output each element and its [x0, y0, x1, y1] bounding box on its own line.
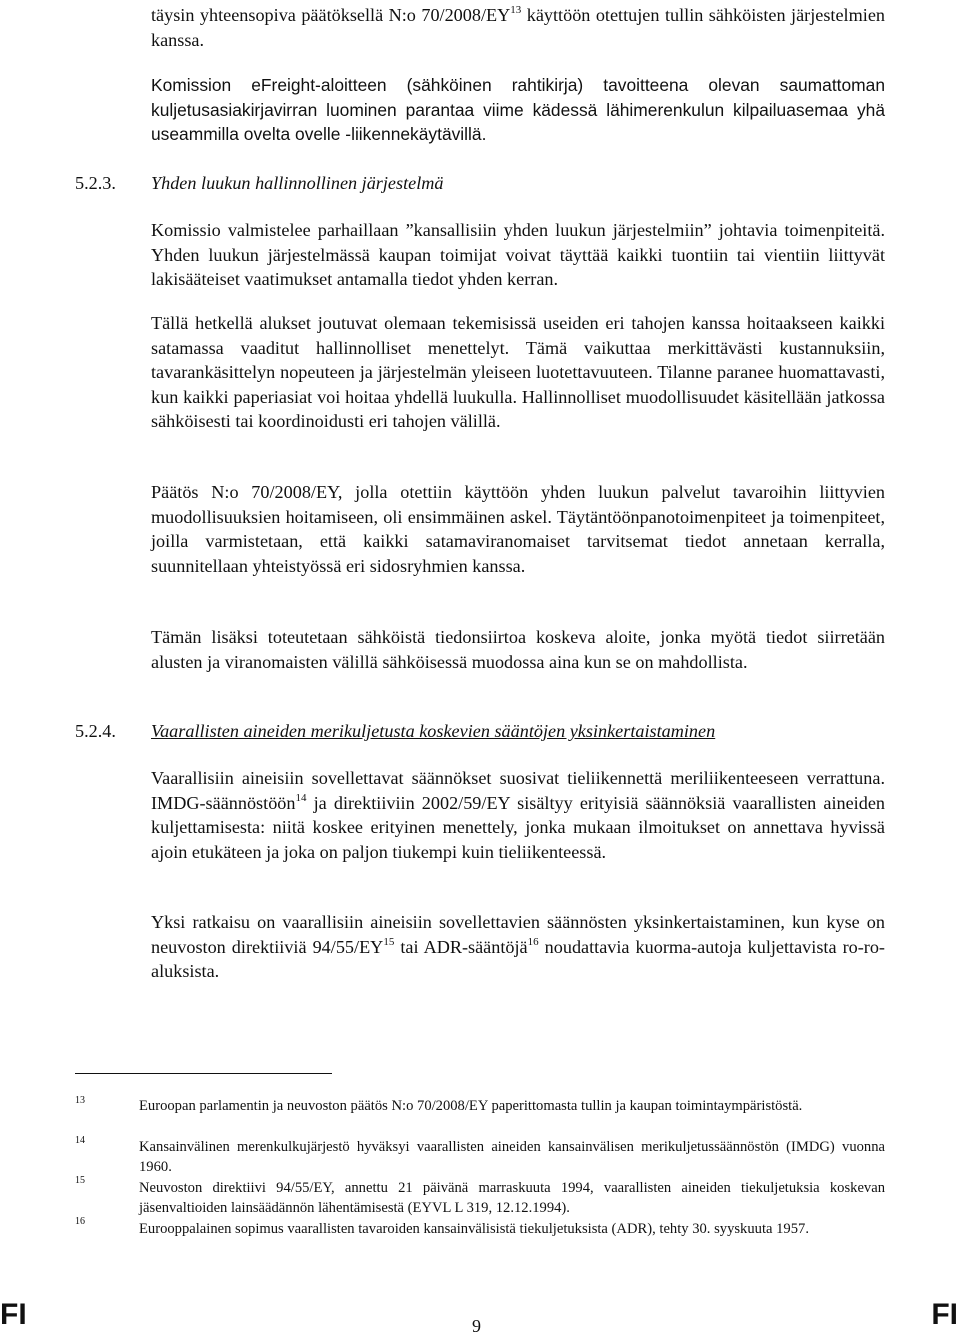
section-524-title: Vaarallisten aineiden merikuljetusta koskevien sääntöjen yksinkertaistaminen	[151, 721, 716, 741]
section-524-p1-text-b: ja direktiiviin 2002/59/EY sisältyy erityisiä säännöksiä vaarallisten aineiden kuljettamisesta: niitä koskee erityinen menettely, jonka mukaan ilmoitukset on annettava hyvissä ajoin etukäteen ja joka on paljon tiukempi kuin tieliikenteessä.	[151, 792, 885, 862]
section-523-number: 5.2.3.	[75, 173, 116, 193]
footnote-ref-14[interactable]: 14	[295, 791, 307, 804]
footnote-ref-13[interactable]: 13	[510, 4, 522, 16]
paragraph-top-continuation	[151, 3, 885, 52]
footnote-ref-16[interactable]: 16	[527, 935, 539, 948]
footer-language-right: FI	[931, 1298, 958, 1331]
footnote-ref-15[interactable]: 15	[383, 935, 395, 948]
section-523-title: Yhden luukun hallinnollinen järjestelmä	[151, 173, 444, 193]
paragraph-top-text-a: täysin yhteensopiva päätöksellä N:o 70/2008/EY	[151, 5, 511, 25]
section-524-paragraph-1	[151, 766, 885, 864]
section-523-paragraph-2: Tällä hetkellä alukset joutuvat olemaan tekemisissä useiden eri tahojen kanssa hoitaakseen kaikki satamassa vaaditut hallinnolliset menettelyt. Tämä vaikuttaa merkittävästi kustannuksiin, tavarankäsittelyn nopeuteen ja järjestelmän yleiseen luotettavuuteen. Tilanne paranee huomattavasti, kun kaikki paperiasiat voi hoitaa yhdellä luukulla. Hallinnolliset muodollisuudet käsitellään jatkossa sähköisesti tai koordinoidusti eri tahojen välillä.	[151, 313, 885, 432]
section-524-p1-text-a: Vaarallisiin aineisiin sovellettavat säännökset suosivat tieliikennettä meriliikenteeseen verrattuna. IMDG-säännöstöön	[151, 768, 885, 813]
section-524-p2-text-b: tai ADR-sääntöjä	[394, 936, 528, 957]
footnote-15-number: 15	[75, 1175, 85, 1186]
section-523-paragraph-1: Komissio valmistelee parhaillaan ”kansallisiin yhden luukun järjestelmiin” johtavia toimenpiteitä. Yhden luukun järjestelmässä kaupan toimijat voivat täyttää kaikki tuontiin tai vientiin liittyvät lakisääteiset vaatimukset antamalla tiedot yhden kerran.	[151, 220, 885, 290]
paragraph-efreight: Komission eFreight-aloitteen (sähköinen rahtikirja) tavoitteena olevan saumattoman kuljetusasiakirjavirran luominen parantaa viime kädessä lähimerenkulun kilpailuasemaa yhä useammilla ovelta ovelle -liikennekäytävillä.	[151, 75, 885, 145]
footnote-15-text: Neuvoston direktiivi 94/55/EY, annettu 21 päivänä marraskuuta 1994, vaarallisten aineiden tiekuljetuksia koskevan jäsenvaltioiden lainsäädännön lähentämisestä (EYVL L 319, 12.12.1994).	[139, 1180, 885, 1216]
paragraph-top-text-b: käyttöön otettujen tullin sähköisten järjestelmien kanssa.	[151, 5, 885, 50]
section-523-paragraph-3: Päätös N:o 70/2008/EY, jolla otettiin käyttöön yhden luukun palvelut tavaroihin liittyvien muodollisuuksien hoitamiseen, oli ensimmäinen askel. Täytäntöönpanotoimenpiteet ja toimenpiteet, joilla varmistetaan, että kaikki satamaviranomaiset tarvitsemat tiedot annetaan kerralla, suunnitellaan yhteistyössä eri sidosryhmien kanssa.	[151, 482, 885, 576]
footnote-13-text: Euroopan parlamentin ja neuvoston päätös N:o 70/2008/EY paperittomasta tullin ja kaupan toimintaympäristöstä.	[139, 1098, 803, 1114]
section-524-paragraph-2	[151, 910, 885, 984]
page-number: 9	[472, 1316, 481, 1336]
footnote-16-text: Eurooppalainen sopimus vaarallisten tavaroiden kansainvälisistä tiekuljetuksista (ADR), tehty 30. syyskuuta 1957.	[139, 1221, 809, 1237]
section-524-number: 5.2.4.	[75, 721, 116, 741]
section-523-paragraph-4: Tämän lisäksi toteutetaan sähköistä tiedonsiirtoa koskeva aloite, jonka myötä tiedot siirretään alusten ja viranomaisten välillä sähköisessä muodossa aina kun se on mahdollista.	[151, 627, 885, 672]
footer-language-left: FI	[0, 1298, 27, 1331]
section-524-p2-text-a: Yksi ratkaisu on vaarallisiin aineisiin sovellettavien säännösten yksinkertaistaminen, kun kyse on neuvoston direktiiviä 94/55/EY	[151, 912, 885, 957]
section-524-p2-text-c: noudattavia kuorma-autoja kuljettavista ro-ro-aluksista.	[151, 936, 885, 982]
footnote-14-number: 14	[75, 1135, 85, 1146]
footnote-separator	[75, 1073, 332, 1074]
footnote-14-text: Kansainvälinen merenkulkujärjestö hyväksyi vaarallisten aineiden kansainvälisen merikuljetussäännöstön (IMDG) vuonna 1960.	[139, 1139, 885, 1175]
footnote-16-number: 16	[75, 1216, 85, 1227]
footnote-13-number: 13	[75, 1095, 85, 1106]
